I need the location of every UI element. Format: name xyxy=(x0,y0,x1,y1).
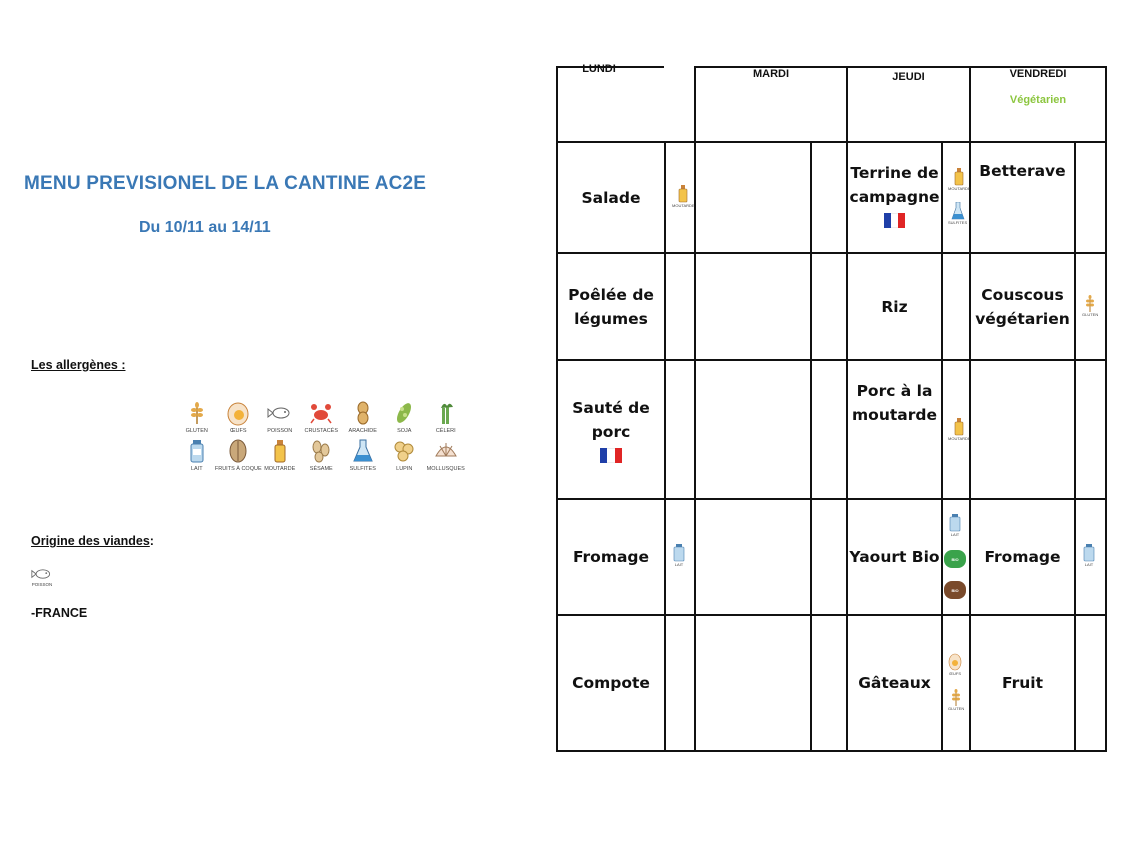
vendredi-fromage-lait: LAIT xyxy=(1082,544,1096,567)
allergen-lupin: LUPIN xyxy=(384,438,426,472)
allergen-gluten: GLUTEN xyxy=(176,400,218,434)
jeudi-porc-moutarde: MOUTARDE xyxy=(948,418,971,441)
day-header-jeudi: JEUDI xyxy=(892,71,925,83)
milk-icon xyxy=(1082,544,1096,562)
jeudi-gateaux-oeufs: ŒUFS xyxy=(948,653,962,676)
allergens-heading: Les allergènes : xyxy=(31,358,126,372)
fish-icon xyxy=(31,566,53,582)
allergen-celeri: CÉLERI xyxy=(425,400,467,434)
allergen-oeufs: ŒUFS xyxy=(218,400,260,434)
jeudi-item-3: Porc à la moutarde xyxy=(852,382,937,424)
egg-icon xyxy=(948,653,962,671)
lundi-fromage-lait: LAIT xyxy=(672,544,686,567)
allergen-mollusques: MOLLUSQUES xyxy=(425,438,467,472)
jeudi-item-1: Terrine de campagne xyxy=(848,143,941,252)
egg-icon xyxy=(225,400,251,426)
allergen-poisson: POISSON xyxy=(259,400,301,434)
allergen-sesame: SÉSAME xyxy=(301,438,343,472)
lupin-icon xyxy=(391,438,417,464)
jeudi-item-2: Riz xyxy=(881,297,908,316)
gluten-icon xyxy=(184,400,210,426)
vendredi-item-4: Fromage xyxy=(984,548,1061,566)
origin-heading: Origine des viandes: xyxy=(31,534,154,548)
sesame-icon xyxy=(308,438,334,464)
mustard-icon xyxy=(676,185,690,203)
french-flag-icon xyxy=(600,448,622,463)
milk-icon xyxy=(184,438,210,464)
vendredi-couscous-gluten: GLUTEN xyxy=(1082,294,1098,317)
lundi-item-5: Compote xyxy=(572,674,650,692)
lundi-item-1: Salade xyxy=(581,188,641,207)
origin-country: -FRANCE xyxy=(31,606,88,620)
allergen-lait: LAIT xyxy=(176,438,218,472)
gluten-icon xyxy=(1083,294,1097,312)
mustard-icon xyxy=(952,168,966,186)
page-title: MENU PREVISIONEL DE LA CANTINE AC2E xyxy=(24,173,427,194)
lundi-item-4: Fromage xyxy=(572,548,650,566)
crab-icon xyxy=(308,400,334,426)
jeudi-terrine-sulfites: SULFITES xyxy=(948,202,967,225)
allergen-fruits-a-coque: FRUITS À COQUE xyxy=(218,438,260,472)
allergen-moutarde: MOUTARDE xyxy=(259,438,301,472)
lundi-salade-moutarde: MOUTARDE xyxy=(672,185,695,208)
french-flag-icon xyxy=(884,213,906,228)
milk-icon xyxy=(672,544,686,562)
day-header-mardi: MARDI xyxy=(752,68,790,80)
celery-icon xyxy=(433,400,459,426)
mustard-icon xyxy=(952,418,966,436)
vendredi-item-5: Fruit xyxy=(1002,674,1043,692)
lundi-item-3: Sauté de porc xyxy=(558,361,664,498)
jeudi-yaourt-lait: LAIT xyxy=(948,514,962,537)
jeudi-gateaux-gluten: GLUTEN xyxy=(948,688,964,711)
vendredi-item-3 xyxy=(971,361,1074,498)
allergen-soja: SOJA xyxy=(384,400,426,434)
sulfites-icon xyxy=(350,438,376,464)
mustard-icon xyxy=(267,438,293,464)
day-header-vendredi: VENDREDI xyxy=(1009,68,1067,80)
allergen-arachide: ARACHIDE xyxy=(342,400,384,434)
origin-fish: POISSON xyxy=(31,566,53,587)
allergen-sulfites: SULFITES xyxy=(342,438,384,472)
weekly-menu-table xyxy=(556,63,1107,752)
lundi-item-2: Poêlée de légumes xyxy=(568,285,654,328)
allergen-legend xyxy=(176,400,466,472)
allergen-crustaces: CRUSTACÉS xyxy=(301,400,343,434)
fish-icon xyxy=(267,400,293,426)
gluten-icon xyxy=(949,688,963,706)
milk-icon xyxy=(948,514,962,532)
nut-icon xyxy=(225,438,251,464)
shell-icon xyxy=(433,438,459,464)
soy-icon xyxy=(391,400,417,426)
jeudi-item-4: Yaourt Bio xyxy=(849,548,940,566)
sulfites-icon xyxy=(951,202,965,220)
peanut-icon xyxy=(350,400,376,426)
day-header-lundi: LUNDI xyxy=(582,63,616,75)
vendredi-item-2: Couscous végétarien xyxy=(975,285,1070,328)
jeudi-terrine-moutarde: MOUTARDE xyxy=(948,168,971,191)
vendredi-item-1: Betterave xyxy=(979,162,1066,180)
date-range: Du 10/11 au 14/11 xyxy=(139,219,271,236)
vegetarian-note: Végétarien xyxy=(1009,94,1067,106)
bio-badge-brown: BIO xyxy=(944,581,966,599)
jeudi-item-5: Gâteaux xyxy=(858,674,931,692)
bio-badge-green: BIO xyxy=(944,550,966,568)
